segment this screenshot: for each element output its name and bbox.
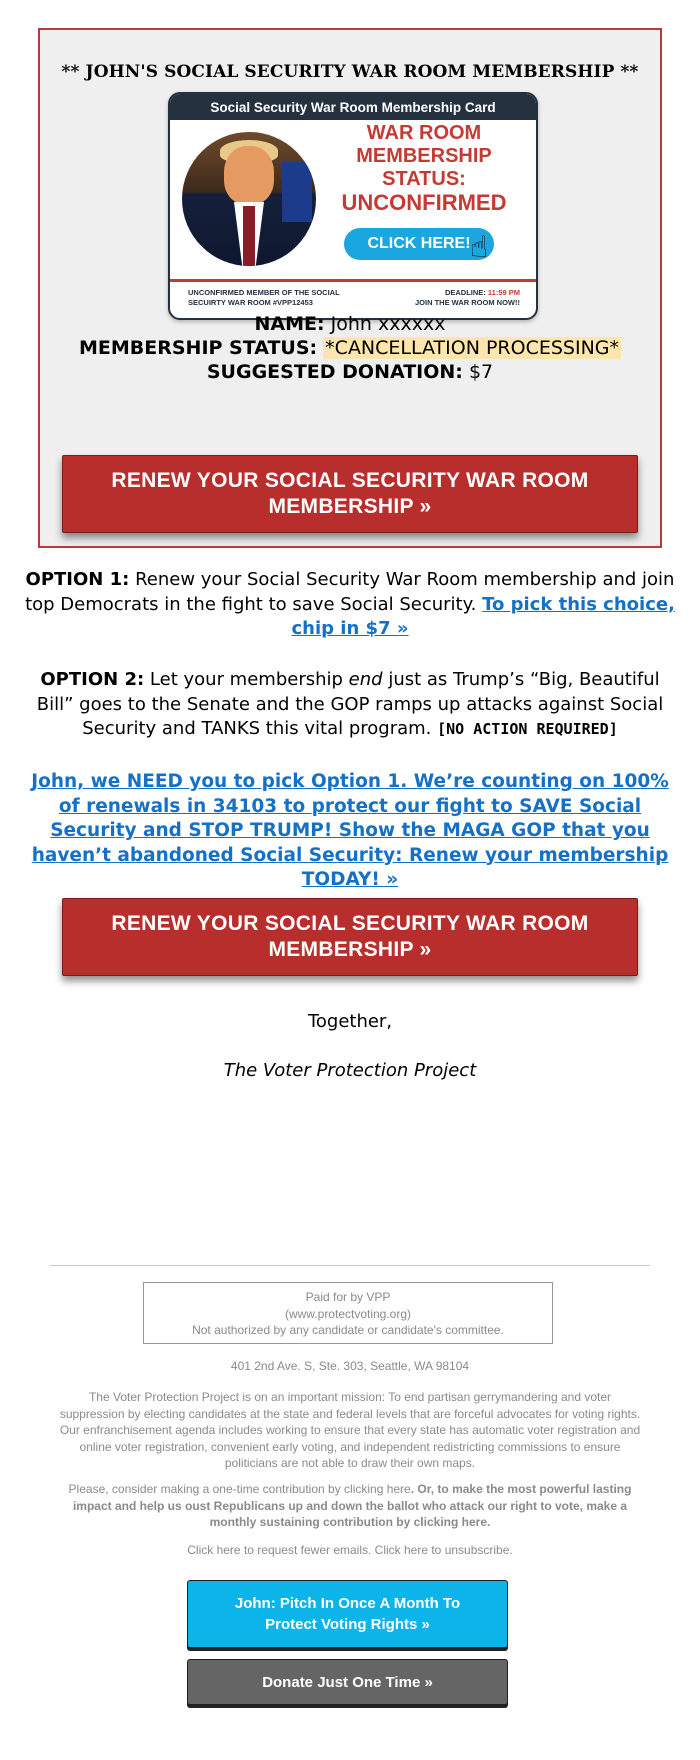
photo-flag [282, 162, 312, 222]
fewer-emails-link[interactable]: Click here [187, 1543, 241, 1557]
url-close-paren: ) [407, 1306, 412, 1321]
one-time-donation-button[interactable]: Donate Just One Time » [187, 1659, 508, 1705]
mission-statement: The Voter Protection Project is on an important mission: To end partisan gerrymandering and voter suppression by electing candidates at the state and federal levels that are forceful advocates for voting rights. Our enfranchisement agenda includes working to ensure that every state has automatic voter registration and online voter registration, convenient early voting, and independent redistricting commissions to ensure politicians are not able to draw their own maps. [59, 1390, 641, 1470]
photo-portrait [182, 132, 316, 266]
status-label: MEMBERSHIP STATUS: [78, 337, 318, 359]
contrib-text-c: . [487, 1515, 491, 1529]
option-1-paragraph [24, 568, 676, 642]
unsubscribe-text: to request fewer emails. Click here to unsubscribe. [240, 1543, 513, 1557]
paid-for-box [143, 1282, 553, 1344]
card-divider [170, 279, 536, 282]
paid-for-url-row [144, 1306, 552, 1323]
card-status-line1: WAR ROOM [366, 122, 482, 144]
paid-for-text: Paid for by VPP [305, 1290, 391, 1304]
status-value: *CANCELLATION PROCESSING* [325, 337, 620, 359]
member-info [40, 312, 660, 384]
photo-tie [243, 206, 255, 266]
renew-membership-button-top[interactable]: RENEW YOUR SOCIAL SECURITY WAR ROOM MEMBERSHIP » [62, 455, 638, 533]
option-2-text-b: just as Trump’s “Big, Beautiful Bill” goes to the Senate and the GOP ramps up attacks against Social Security and TANKS this vital program. [36, 669, 664, 739]
renew-membership-button-bottom[interactable]: RENEW YOUR SOCIAL SECURITY WAR ROOM MEMBERSHIP » [62, 898, 638, 976]
mailing-address: 401 2nd Ave. S, Ste. 303, Seattle, WA 98104 [230, 1359, 470, 1373]
one-time-contribution-link[interactable]: one-time contribution by clicking here [212, 1482, 411, 1496]
membership-card-image[interactable] [168, 92, 538, 320]
appeal-link[interactable]: John, we NEED you to pick Option 1. We’re counting on 100% of renewals in 34103 to protect our fight to SAVE Social Security and STOP TRUMP! Show the MAGA GOP that you haven’t abandoned Social Security: Renew your membership TODAY! » [31, 771, 669, 890]
card-click-here-button[interactable]: CLICK HERE! [344, 228, 494, 260]
donation-label: SUGGESTED DONATION: [206, 361, 463, 383]
monthly-donation-button[interactable]: John: Pitch In Once A Month To Protect Voting Rights » [187, 1580, 508, 1648]
option-1-label: OPTION 1: [25, 569, 130, 590]
option-1-text: Renew your Social Security War Room membership and join top Democrats in the fight to save Social Security. [25, 569, 675, 615]
option-2-emphasis: end [348, 669, 383, 690]
no-action-required: [NO ACTION REQUIRED] [437, 720, 618, 738]
pointing-hand-icon: ☝ [470, 230, 489, 265]
card-status-line3: STATUS: [382, 168, 466, 190]
closing-together: Together, [307, 1011, 393, 1032]
contrib-text-a: Please, consider making a [68, 1482, 213, 1496]
card-status-value: UNCONFIRMED [341, 190, 507, 215]
card-footer-right [390, 288, 520, 308]
name-label: NAME: [254, 313, 325, 335]
unsubscribe-row [0, 1543, 700, 1557]
monthly-contribution-link[interactable]: monthly sustaining contribution by clicking here [209, 1515, 487, 1529]
donation-row [40, 360, 660, 384]
photo-face [224, 146, 274, 204]
option-2-label: OPTION 2: [40, 669, 145, 690]
card-footer-left: UNCONFIRMED MEMBER OF THE SOCIAL SECUIRTY WAR ROOM #VPP12453 [188, 288, 340, 307]
contrib-text-b: . Or, to make the most powerful lasting impact and help us oust Republicans up and down the ballot who attack our right to vote, make a [72, 1482, 632, 1513]
donation-value: $7 [468, 361, 494, 383]
option-1-chip-in-link[interactable]: To pick this choice, chip in $7 » [291, 593, 675, 639]
closing-signature: The Voter Protection Project [223, 1060, 477, 1081]
card-deadline-time: 11:59 PM [487, 288, 520, 297]
name-row [40, 312, 660, 336]
name-value: John xxxxxx [330, 313, 446, 335]
card-deadline-label: DEADLINE: [444, 288, 488, 297]
website-link[interactable]: www.protectvoting.org [288, 1306, 408, 1321]
option-2-text-a: Let your membership [144, 669, 349, 690]
not-authorized-text: Not authorized by any candidate or candidate's committee. [192, 1323, 504, 1337]
card-join-now: JOIN THE WAR ROOM NOW!! [415, 298, 520, 307]
card-header: Social Security War Room Membership Card [170, 94, 536, 120]
footer-divider [50, 1265, 650, 1266]
url-open-paren: ( [284, 1306, 289, 1321]
contribution-paragraph [58, 1481, 642, 1531]
card-status-line2: MEMBERSHIP [356, 145, 492, 167]
card-status [322, 122, 526, 214]
section-title: ** JOHN'S SOCIAL SECURITY WAR ROOM MEMBERSHIP ** [61, 62, 639, 82]
status-row [40, 336, 660, 360]
option-2-paragraph [24, 668, 676, 742]
